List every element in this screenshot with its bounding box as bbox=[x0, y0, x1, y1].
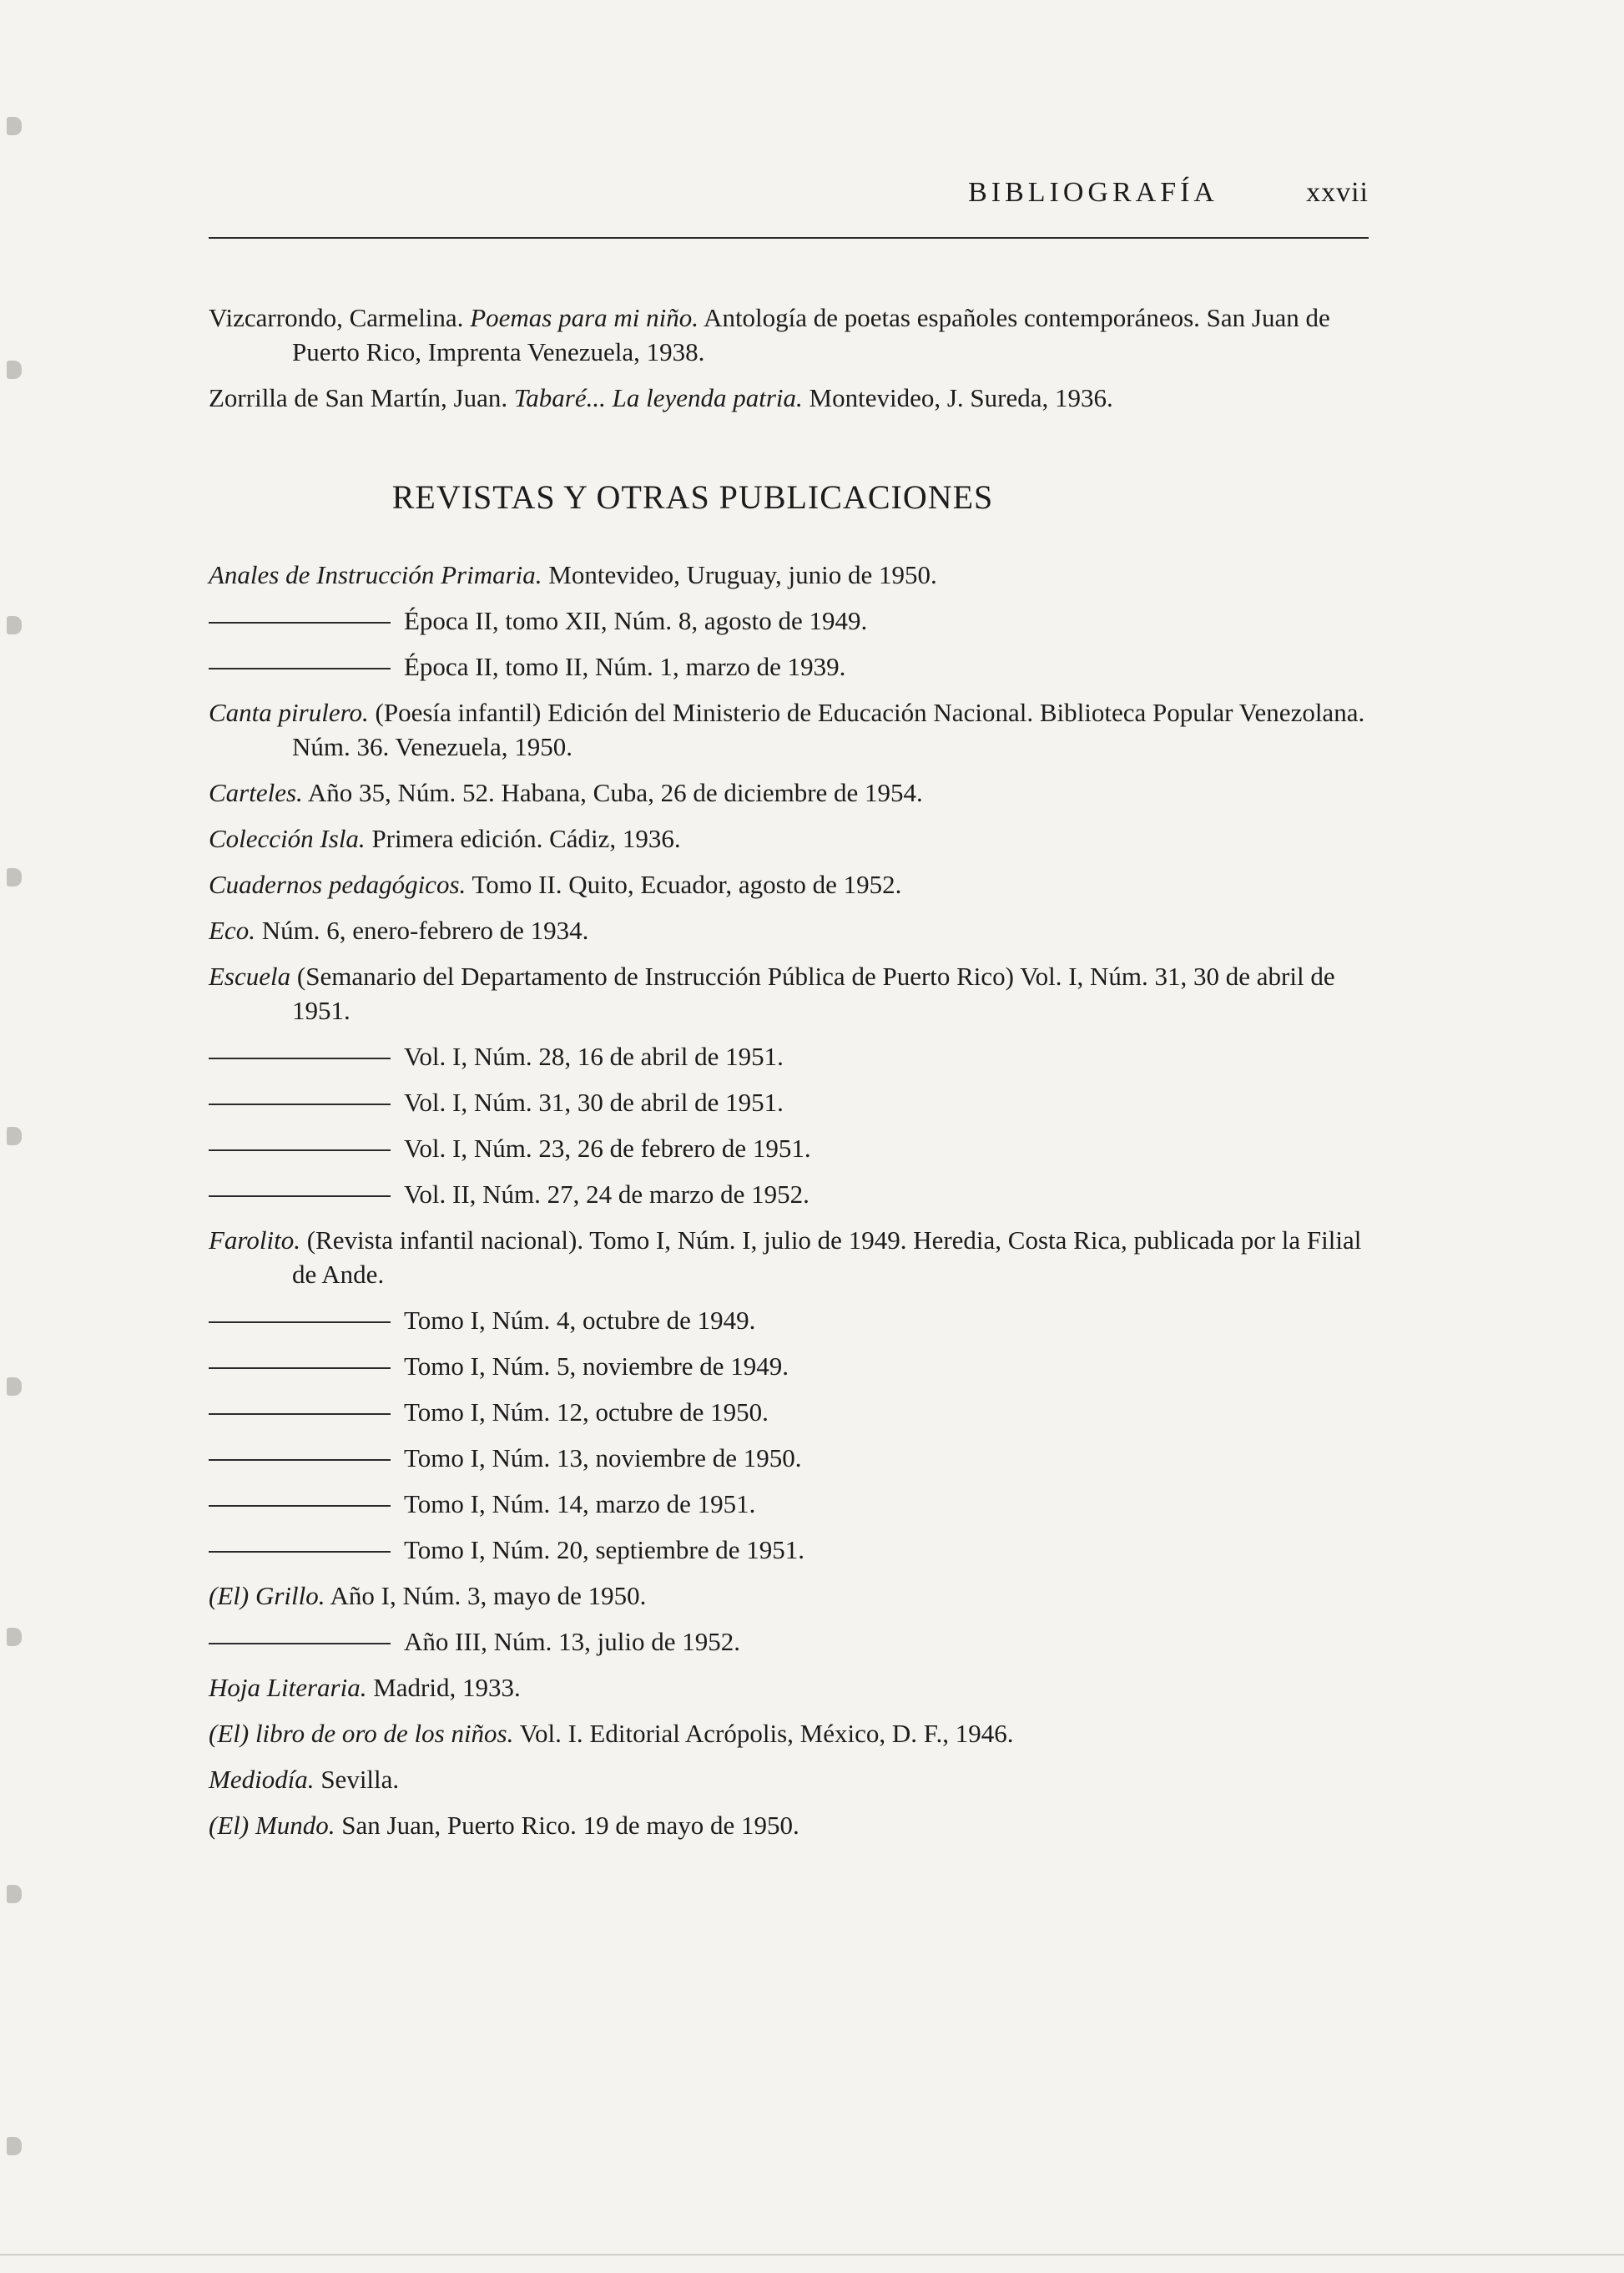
bibliography-entry: Zorrilla de San Martín, Juan. Tabaré... La leyenda patria. Montevideo, J. Sureda, 1936. bbox=[209, 383, 1113, 412]
section-heading: REVISTAS Y OTRAS PUBLICACIONES bbox=[391, 478, 994, 516]
running-header-title: BIBLIOGRAFÍA bbox=[968, 177, 1218, 208]
page-number: xxvii bbox=[1306, 177, 1369, 208]
periodical-continuation: Tomo I, Núm. 20, septiembre de 1951. bbox=[209, 1533, 1377, 1567]
periodical-continuation: Vol. I, Núm. 31, 30 de abril de 1951. bbox=[209, 1085, 1377, 1119]
periodical-entry: Hoja Literaria. Madrid, 1933. bbox=[209, 1673, 521, 1702]
periodical-entry: (El) Mundo. San Juan, Puerto Rico. 19 de mayo de 1950. bbox=[209, 1811, 799, 1840]
binding-hole-mark bbox=[7, 1127, 22, 1145]
page-edge bbox=[0, 2254, 1624, 2255]
periodical-continuation: Tomo I, Núm. 4, octubre de 1949. bbox=[209, 1303, 1377, 1337]
periodical-continuation: Época II, tomo II, Núm. 1, marzo de 1939. bbox=[209, 649, 1377, 684]
running-header bbox=[209, 177, 1369, 224]
binding-hole-mark bbox=[7, 361, 22, 379]
periodical-continuation: Tomo I, Núm. 5, noviembre de 1949. bbox=[209, 1349, 1377, 1383]
periodical-continuation: Tomo I, Núm. 13, noviembre de 1950. bbox=[209, 1441, 1377, 1475]
periodical-continuation: Vol. II, Núm. 27, 24 de marzo de 1952. bbox=[209, 1177, 1377, 1211]
header-rule bbox=[209, 237, 1369, 239]
periodical-entry: Anales de Instrucción Primaria. Montevideo, Uruguay, junio de 1950. bbox=[209, 560, 937, 589]
periodical-entry: Farolito. (Revista infantil nacional). Tomo I, Núm. I, julio de 1949. Heredia, Costa Rica, publicada por la Filial de Ande. bbox=[209, 1225, 1362, 1289]
bibliography-content bbox=[209, 301, 1377, 1854]
periodical-entry: Colección Isla. Primera edición. Cádiz, 1936. bbox=[209, 824, 681, 853]
periodical-entry: (El) Grillo. Año I, Núm. 3, mayo de 1950. bbox=[209, 1581, 647, 1610]
periodical-entry: Canta pirulero. (Poesía infantil) Edición del Ministerio de Educación Nacional. Biblioteca Popular Venezolana. Núm. 36. Venezuela, 1950. bbox=[209, 698, 1365, 761]
bibliography-entry: Vizcarrondo, Carmelina. Poemas para mi niño. Antología de poetas españoles contemporáneos. San Juan de Puerto Rico, Imprenta Venezuela, 1938. bbox=[209, 303, 1330, 366]
periodical-entry: Eco. Núm. 6, enero-febrero de 1934. bbox=[209, 916, 589, 945]
binding-hole-mark bbox=[7, 117, 22, 135]
binding-hole-mark bbox=[7, 2137, 22, 2155]
periodical-entry: (El) libro de oro de los niños. Vol. I. Editorial Acrópolis, México, D. F., 1946. bbox=[209, 1719, 1014, 1748]
periodical-entry: Mediodía. Sevilla. bbox=[209, 1765, 400, 1794]
periodical-entry: Cuadernos pedagógicos. Tomo II. Quito, Ecuador, agosto de 1952. bbox=[209, 870, 902, 899]
binding-hole-mark bbox=[7, 1628, 22, 1646]
binding-hole-mark bbox=[7, 1377, 22, 1396]
periodical-entry: Escuela (Semanario del Departamento de Instrucción Pública de Puerto Rico) Vol. I, Núm. 31, 30 de abril de 1951. bbox=[209, 962, 1335, 1025]
periodical-continuation: Tomo I, Núm. 14, marzo de 1951. bbox=[209, 1487, 1377, 1521]
periodical-continuation: Año III, Núm. 13, julio de 1952. bbox=[209, 1624, 1377, 1659]
periodical-continuation: Época II, tomo XII, Núm. 8, agosto de 1949. bbox=[209, 604, 1377, 638]
periodical-continuation: Vol. I, Núm. 28, 16 de abril de 1951. bbox=[209, 1039, 1377, 1073]
binding-hole-mark bbox=[7, 868, 22, 886]
binding-hole-mark bbox=[7, 616, 22, 634]
periodical-entry: Carteles. Año 35, Núm. 52. Habana, Cuba, 26 de diciembre de 1954. bbox=[209, 778, 923, 807]
periodical-continuation: Tomo I, Núm. 12, octubre de 1950. bbox=[209, 1395, 1377, 1429]
periodical-continuation: Vol. I, Núm. 23, 26 de febrero de 1951. bbox=[209, 1131, 1377, 1165]
binding-hole-mark bbox=[7, 1885, 22, 1903]
